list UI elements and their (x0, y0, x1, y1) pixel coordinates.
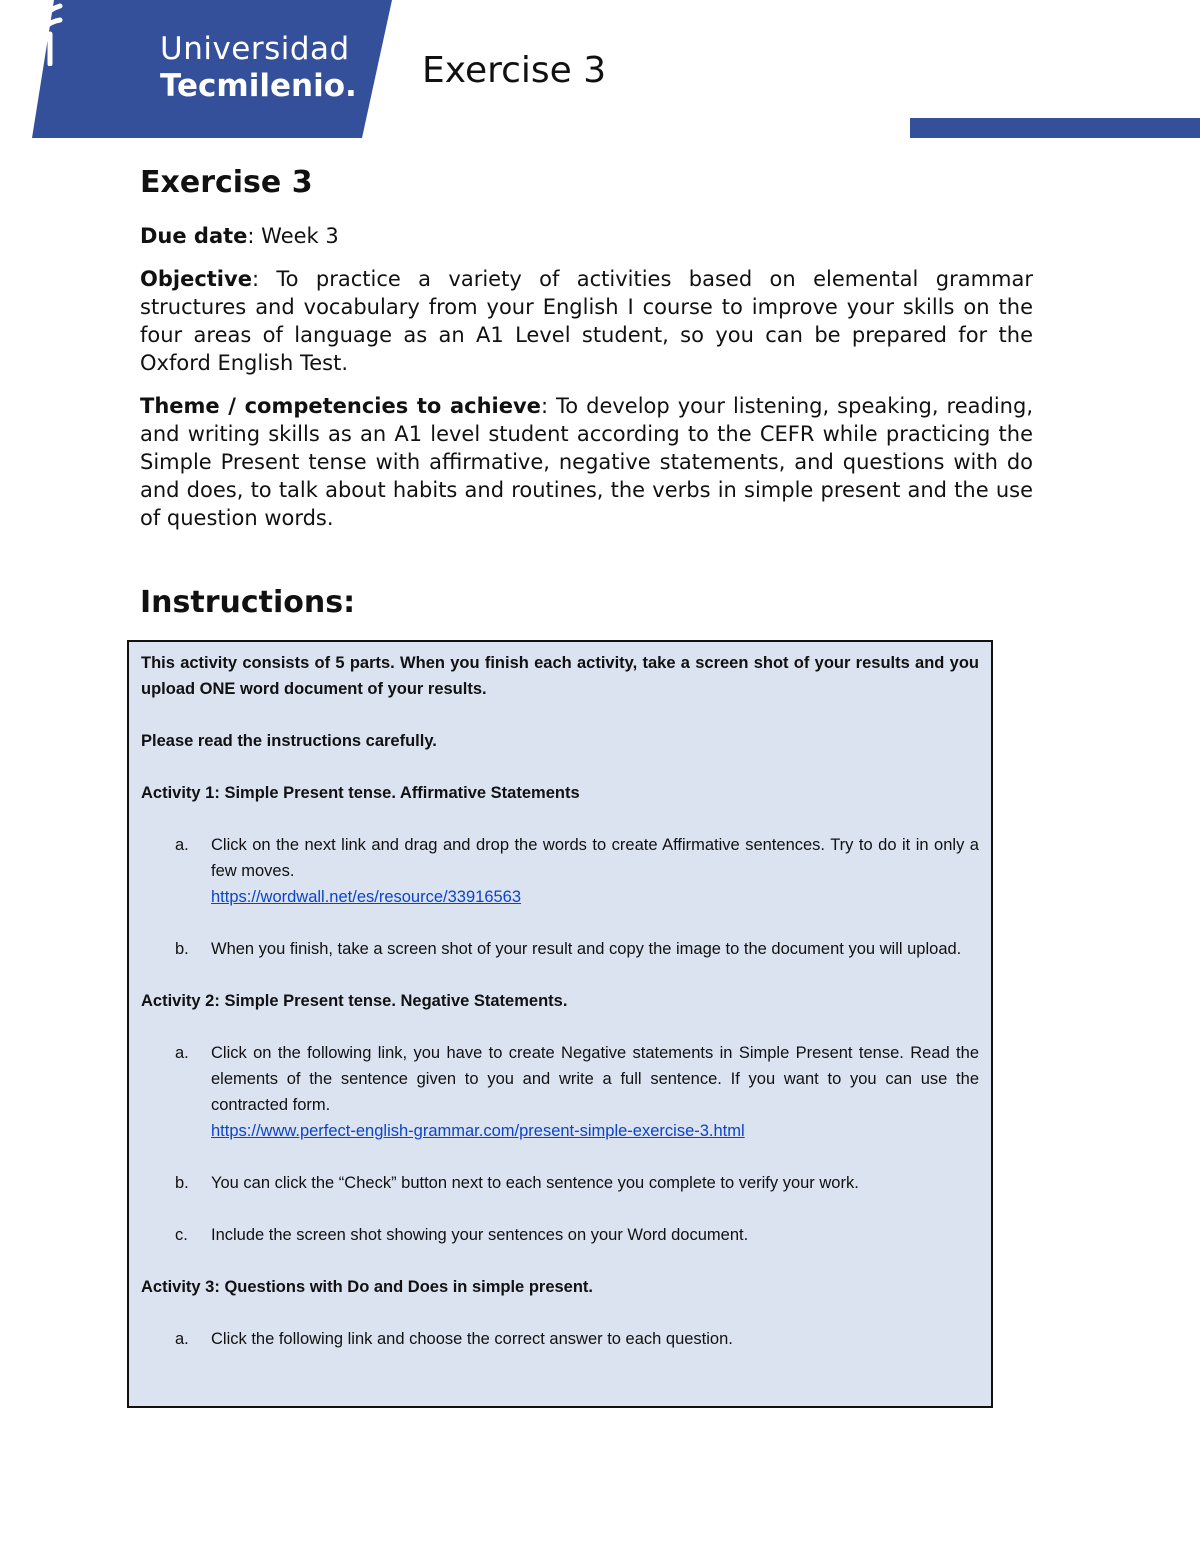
accent-bar (910, 118, 1200, 138)
activity1-item-a (141, 832, 979, 910)
list-marker: a. (175, 1044, 189, 1062)
read-carefully (141, 728, 979, 754)
wordwall-link[interactable]: https://wordwall.net/es/resource/33916563 (211, 888, 522, 906)
activity2-item-a (141, 1040, 979, 1144)
activity2-heading-text: Activity 2: Simple Present tense. Negative Statements. (141, 992, 568, 1010)
activity3-item-a (141, 1326, 979, 1352)
list-marker: c. (175, 1226, 188, 1244)
objective (140, 265, 1033, 377)
theme-text: : To develop your listening, speaking, reading, and writing skills as an A1 level student according to the CEFR while practicing the Simple Present tense with affirmative, negative statements, and questions with do and does, to talk about habits and routines, the verbs in simple present and the use of question words. (140, 394, 1033, 530)
perfect-english-grammar-link[interactable]: https://www.perfect-english-grammar.com/present-simple-exercise-3.html (211, 1122, 745, 1140)
university-logo (160, 31, 357, 104)
objective-label: Objective (140, 267, 252, 291)
activity1-item-b (141, 936, 979, 962)
due-date (140, 222, 1033, 250)
activity1-heading-text: Activity 1: Simple Present tense. Affirmative Statements (141, 784, 580, 802)
document-title: Exercise 3 (140, 165, 313, 200)
activity3-heading (141, 1274, 979, 1300)
list-marker: b. (175, 940, 189, 958)
activity3-a-text: Click the following link and choose the correct answer to each question. (211, 1330, 733, 1348)
box-intro-text: This activity consists of 5 parts. When you finish each activity, take a screen shot of your results and you upload ONE word document of your results. (141, 654, 979, 698)
list-marker: b. (175, 1174, 189, 1192)
logo-line1: Universidad (160, 31, 350, 67)
activity2-list (141, 1040, 979, 1248)
theme-label: Theme / competencies to achieve (140, 394, 541, 418)
instructions-heading: Instructions: (140, 585, 356, 620)
activity3-list (141, 1326, 979, 1352)
activity2-heading (141, 988, 979, 1014)
activity2-item-c (141, 1222, 979, 1248)
read-carefully-text: Please read the instructions carefully. (141, 732, 437, 750)
activity2-b-text: You can click the “Check” button next to each sentence you complete to verify your work. (211, 1174, 859, 1192)
list-marker: a. (175, 1330, 189, 1348)
list-marker: a. (175, 836, 189, 854)
activity1-heading (141, 780, 979, 806)
document-body (140, 165, 1033, 547)
tecmilenio-logo-icon (0, 0, 64, 66)
due-date-label: Due date (140, 224, 248, 248)
header-title: Exercise 3 (422, 50, 607, 91)
due-date-value: : Week 3 (247, 224, 339, 248)
box-intro (141, 650, 979, 702)
activity1-a-text: Click on the next link and drag and drop the words to create Affirmative sentences. Try to do it in only a few moves. (211, 836, 979, 880)
instructions-box (127, 640, 993, 1408)
activity2-item-b (141, 1170, 979, 1196)
theme (140, 392, 1033, 532)
objective-text: : To practice a variety of activities based on elemental grammar structures and vocabulary from your English I course to improve your skills on the four areas of language as an A1 Level student, so you can be prepared for the Oxford English Test. (140, 267, 1033, 375)
activity3-heading-text: Activity 3: Questions with Do and Does in simple present. (141, 1278, 594, 1296)
logo-line2: Tecmilenio. (160, 68, 357, 104)
activity2-a-text: Click on the following link, you have to create Negative statements in Simple Present tense. Read the elements of the sentence given to you and write a full sentence. If you want to you can use the contracted form. (211, 1044, 979, 1114)
header-banner (0, 0, 1200, 140)
activity2-c-text: Include the screen shot showing your sentences on your Word document. (211, 1226, 749, 1244)
activity1-b-text: When you finish, take a screen shot of your result and copy the image to the document you will upload. (211, 940, 962, 958)
activity1-list (141, 832, 979, 962)
